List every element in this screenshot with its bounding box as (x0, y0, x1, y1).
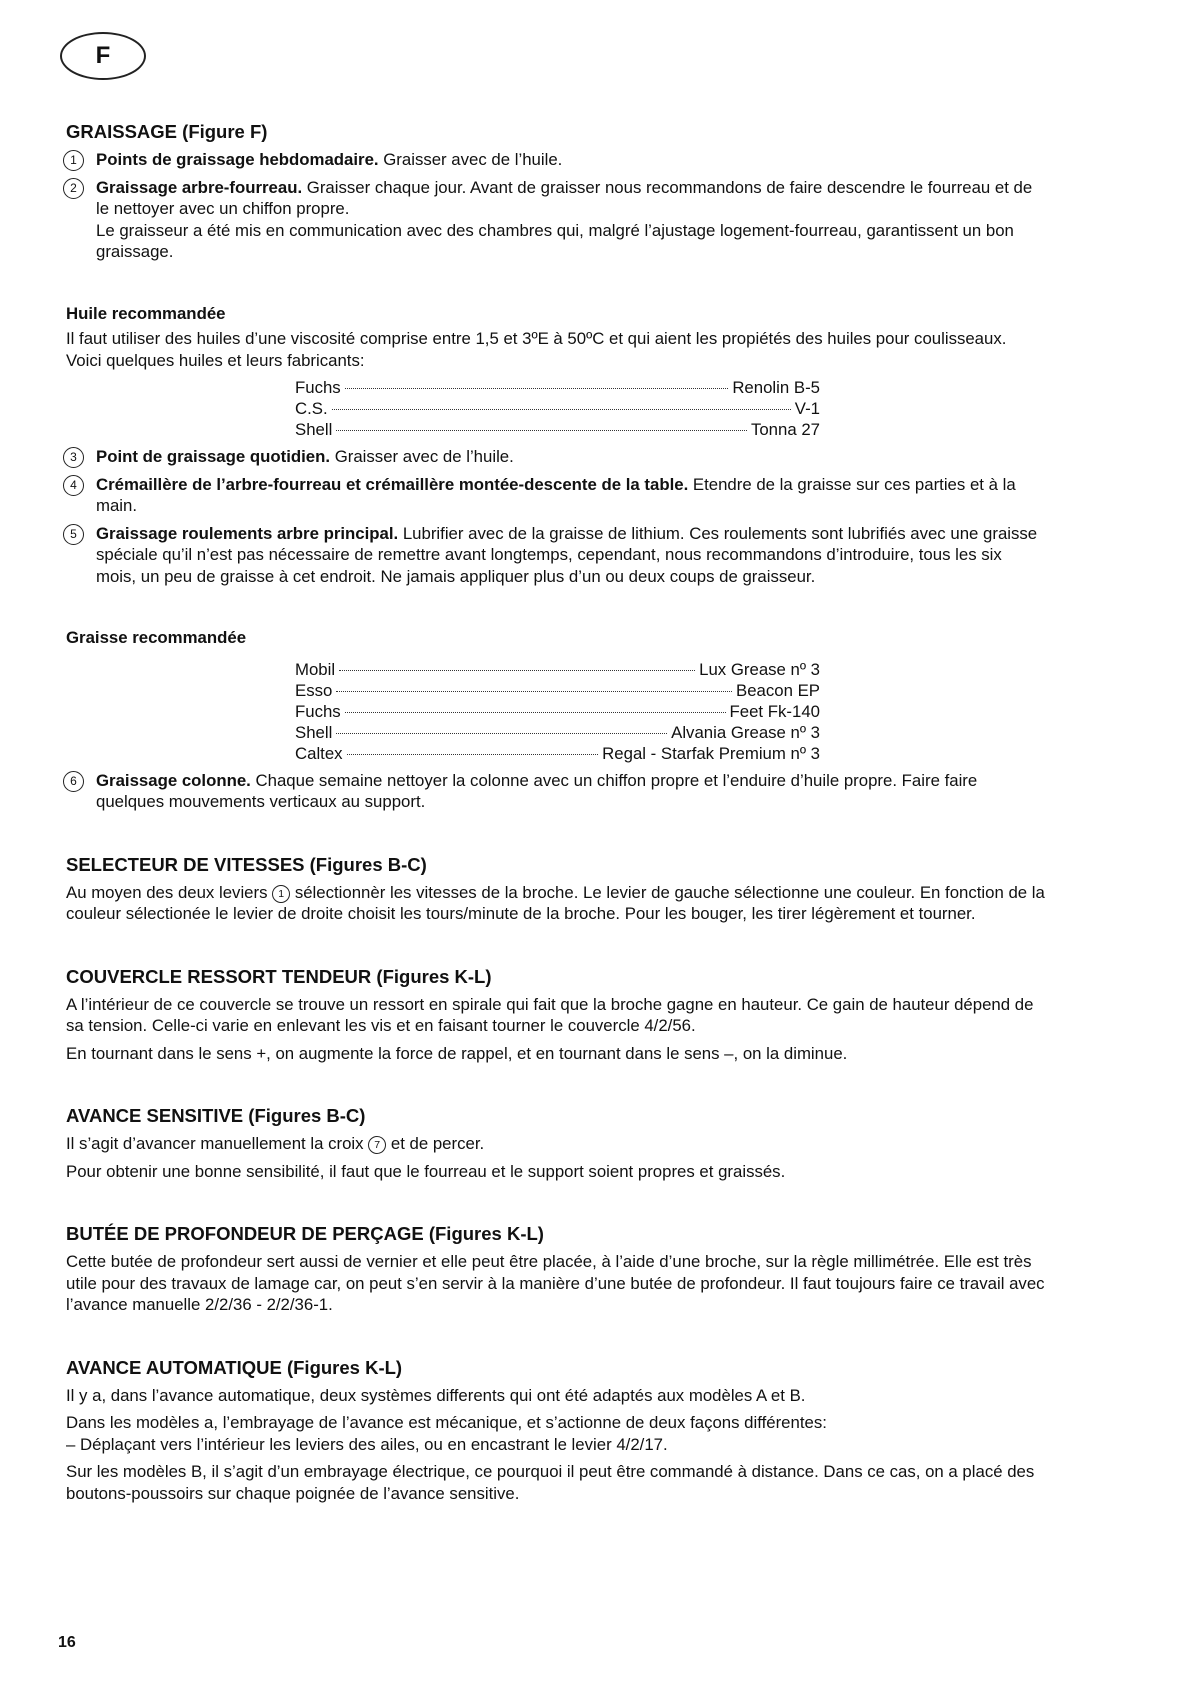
oil-table (295, 377, 820, 440)
product: Lux Grease nº 3 (699, 659, 820, 679)
table-row (295, 680, 820, 701)
item-2 (66, 177, 1046, 263)
item-text: Graisser avec de l’huile. (378, 150, 563, 169)
maker: Mobil (295, 659, 336, 679)
maker: Esso (295, 680, 333, 700)
item-heading: Graissage roulements arbre principal. (96, 523, 399, 543)
text-part: Il s’agit d’avancer manuellement la croix (66, 1134, 369, 1153)
callout-number: 1 (272, 885, 290, 903)
item-6 (66, 770, 1046, 813)
product: Alvania Grease nº 3 (671, 722, 820, 742)
item-number: 5 (63, 524, 84, 545)
item-5 (66, 523, 1046, 588)
paragraph-avance-auto-1: Il y a, dans l’avance automatique, deux systèmes differents qui ont été adaptés aux modèles A et B. (66, 1385, 806, 1405)
subsection-title-graisse: Graisse recommandée (66, 628, 247, 647)
item-number: 4 (63, 475, 84, 496)
paragraph-huile: Il faut utiliser des huiles d’une viscosité comprise entre 1,5 et 3ºE à 50ºC et qui aient les propiétés des huiles pour coulisseaux. Voici quelques huiles et leurs fabricants: (66, 329, 1007, 370)
paragraph-couvercle-1: A l’intérieur de ce couvercle se trouve un ressort en spirale qui fait que la broche gagne en hauteur. Ce gain de hauteur dépend de sa tension. Celle-ci varie en enlevant les vis et en faisant tourner le couvercle 4/2/56. (66, 994, 1034, 1035)
item-text-2: Le graisseur a été mis en communication avec des chambres qui, malgré l’ajustage logement-fourreau, garantissent un bon graissage. (96, 220, 1014, 261)
table-row (295, 377, 820, 398)
paragraph-avance-auto-4: Sur les modèles B, il s’agit d’un embrayage électrique, ce pourquoi il peut être commandé à distance. Dans ce cas, on a placé des boutons-poussoirs sur chaque poignée de l’avance sensitive. (66, 1462, 1035, 1503)
paragraph-butee: Cette butée de profondeur sert aussi de vernier et elle peut être placée, à l’aide d’une broche, sur la règle millimétrée. Elle est très utile pour des travaux de lamage car, on peut s’en servir à la manière d’une butée de profondeur. Il faut toujours faire ce travail avec l’avance manuelle 2/2/36 - 2/2/36-1. (66, 1252, 1045, 1314)
table-row (295, 743, 820, 764)
paragraph-avance-sensitive-2: Pour obtenir une bonne sensibilité, il faut que le fourreau et le support soient propres et graissés. (66, 1161, 786, 1181)
item-3 (66, 446, 1046, 468)
maker: Fuchs (295, 701, 341, 721)
item-text: Graisser chaque jour. Avant de graisser nous recommandons de faire descendre le fourreau et de le nettoyer avec un chiffon propre. (96, 177, 1033, 218)
item-heading: Points de graissage hebdomadaire. (96, 150, 379, 169)
paragraph-avance-auto-2: Dans les modèles a, l’embrayage de l’avance est mécanique, et s’actionne de deux façons différentes: (66, 1413, 827, 1432)
paragraph-couvercle-2: En tournant dans le sens +, on augmente la force de rappel, et en tournant dans le sens –, on la diminue. (66, 1043, 848, 1063)
product: Beacon EP (736, 680, 820, 700)
text-part: Au moyen des deux leviers (66, 882, 273, 902)
grease-table (295, 659, 820, 764)
subsection-title-huile: Huile recommandée (66, 303, 226, 323)
section-title-avance-sensitive: AVANCE SENSITIVE (Figures B-C) (66, 1105, 366, 1126)
table-row (295, 419, 820, 440)
page-number: 16 (58, 1634, 76, 1651)
paragraph-avance-auto-3: – Déplaçant vers l’intérieur les leviers des ailes, ou en encastrant le levier 4/2/17. (66, 1434, 668, 1454)
table-row (295, 659, 820, 680)
paragraph-selecteur (66, 882, 1046, 925)
item-number: 2 (63, 178, 84, 199)
item-text: Lubrifier avec de la graisse de lithium. Ces roulements sont lubrifiés avec une graisse spéciale qu’il n’est pas nécessaire de remettre avant longtemps, cependant, nous recommandons d’introduire, tous les six mois, un peu de graisse à cet endroit. Ne jamais appliquer plus d’un ou deux coups de graisseur. (96, 523, 1038, 586)
product: Regal - Starfak Premium nº 3 (602, 743, 820, 763)
maker: Shell (295, 722, 333, 742)
section-title-butee: BUTÉE DE PROFONDEUR DE PERÇAGE (Figures K-L) (66, 1223, 544, 1244)
item-heading: Point de graissage quotidien. (96, 447, 331, 466)
table-row (295, 398, 820, 419)
section-title-graissage: GRAISSAGE (Figure F) (66, 121, 268, 142)
item-number: 3 (63, 447, 84, 468)
maker: Shell (295, 420, 333, 439)
item-heading: Graissage arbre-fourreau. (96, 177, 303, 197)
table-row (295, 722, 820, 743)
item-text: Graisser avec de l’huile. (330, 447, 514, 466)
section-title-selecteur: SELECTEUR DE VITESSES (Figures B-C) (66, 853, 427, 875)
item-text: Chaque semaine nettoyer la colonne avec un chiffon propre et l’enduire d’huile propre. Faire faire quelques mouvements verticaux au support. (96, 770, 978, 811)
paragraph-avance-sensitive-1 (66, 1133, 1046, 1155)
text-part: sélectionnèr les vitesses de la broche. Le levier de gauche sélectionne une couleur. En fonction de la couleur sélectionée le levier de droite choisit les tours/minute de la broche. Pour les bouger, les tirer légèrement et tourner. (66, 882, 1045, 923)
product: V-1 (794, 399, 820, 418)
text-part: et de percer. (386, 1134, 485, 1153)
item-number: 1 (63, 150, 84, 171)
table-row (295, 701, 820, 722)
item-number: 6 (63, 771, 84, 792)
item-1 (66, 149, 1046, 171)
maker: Fuchs (295, 378, 341, 397)
page-content (66, 120, 1046, 1510)
item-heading: Graissage colonne. (96, 770, 251, 790)
item-text: Etendre de la graisse sur ces parties et à la main. (96, 474, 1016, 515)
item-4 (66, 474, 1046, 517)
callout-number: 7 (368, 1136, 386, 1154)
product: Renolin B-5 (732, 378, 820, 397)
section-title-avance-automatique: AVANCE AUTOMATIQUE (Figures K-L) (66, 1356, 403, 1378)
product: Feet Fk-140 (729, 701, 820, 721)
product: Tonna 27 (750, 420, 820, 439)
section-title-couvercle: COUVERCLE RESSORT TENDEUR (Figures K-L) (66, 965, 492, 987)
section-badge (60, 32, 146, 80)
item-heading: Crémaillère de l’arbre-fourreau et crémaillère montée-descente de la table. (96, 474, 689, 494)
maker: Caltex (295, 743, 343, 763)
maker: C.S. (295, 399, 328, 418)
section-badge-letter: F (95, 42, 111, 69)
